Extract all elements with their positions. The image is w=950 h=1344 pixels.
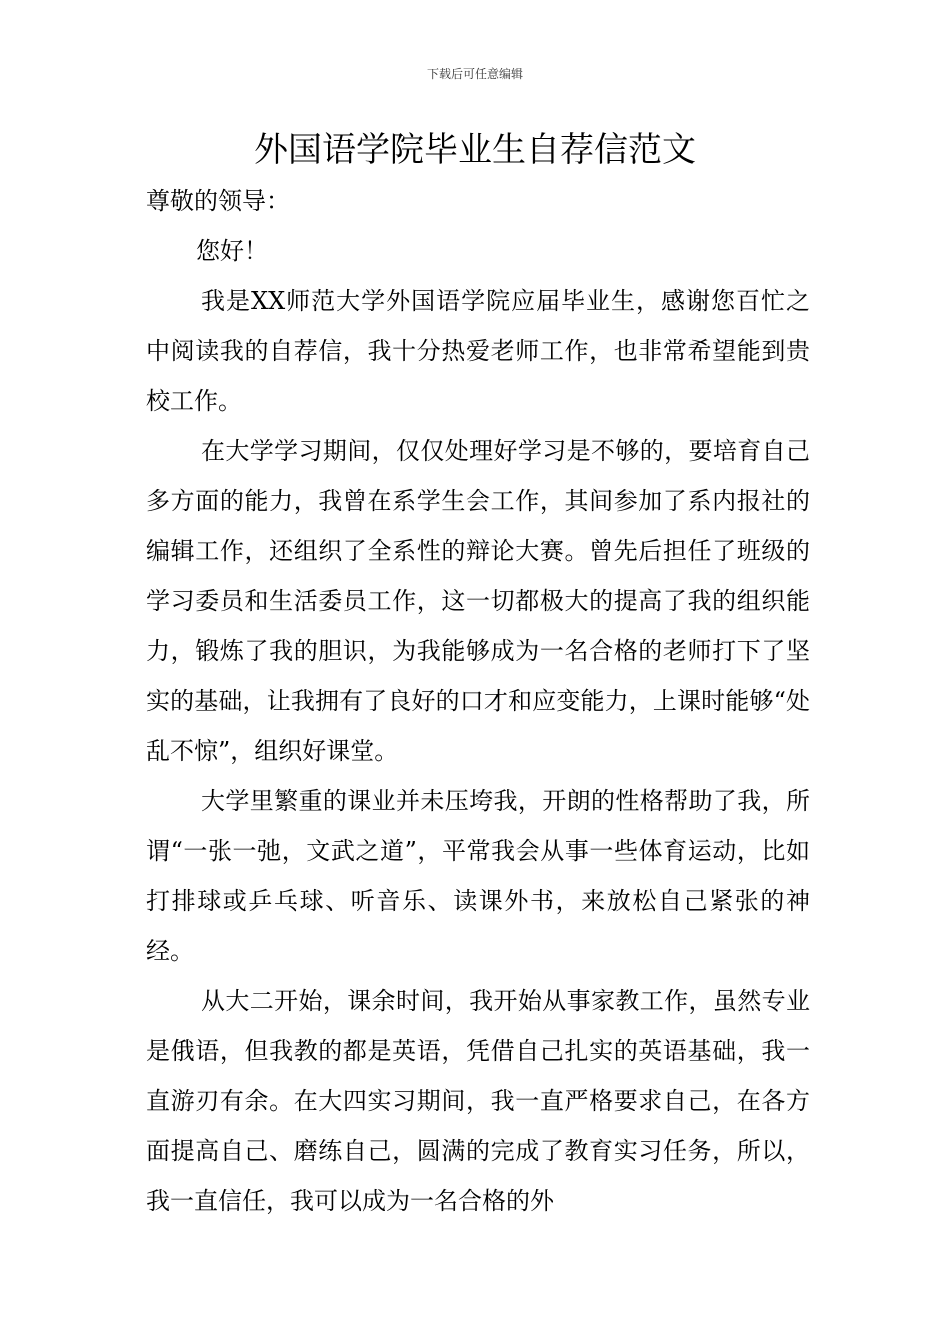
header-note: 下载后可任意编辑 [426,67,523,81]
letter-body [146,176,810,1226]
paragraph-intro: 我是XX师范大学外国语学院应届毕业生，感谢您百忙之中阅读我的自荐信，我十分热爱老师工作，也非常希望能到贵校工作。 [146,287,810,415]
document-title: 外国语学院毕业生自荐信范文 [254,130,696,170]
greeting: 您好！ [196,237,268,265]
paragraph-hobbies: 大学里繁重的课业并未压垮我，开朗的性格帮助了我，所谓“一张一弛，文武之道”，平常我会从事一些体育运动，比如打排球或乒乓球、听音乐、读课外书，来放松自己紧张的神经。 [146,787,810,965]
paragraph-university-activities: 在大学学习期间，仅仅处理好学习是不够的，要培育自己多方面的能力，我曾在系学生会工作，其间参加了系内报社的编辑工作，还组织了全系性的辩论大赛。曾先后担任了班级的学习委员和生活委员工作，这一切都极大的提高了我的组织能力，锻炼了我的胆识，为我能够成为一名合格的老师打下了坚实的基础，让我拥有了良好的口才和应变能力，上课时能够“处乱不惊”，组织好课堂。 [146,437,810,765]
salutation: 尊敬的领导： [146,187,290,215]
paragraph-tutoring-experience: 从大二开始，课余时间，我开始从事家教工作，虽然专业是俄语，但我教的都是英语，凭借自己扎实的英语基础，我一直游刃有余。在大四实习期间，我一直严格要求自己，在各方面提高自己、磨练自己，圆满的完成了教育实习任务，所以，我一直信任，我可以成为一名合格的外 [146,987,810,1215]
